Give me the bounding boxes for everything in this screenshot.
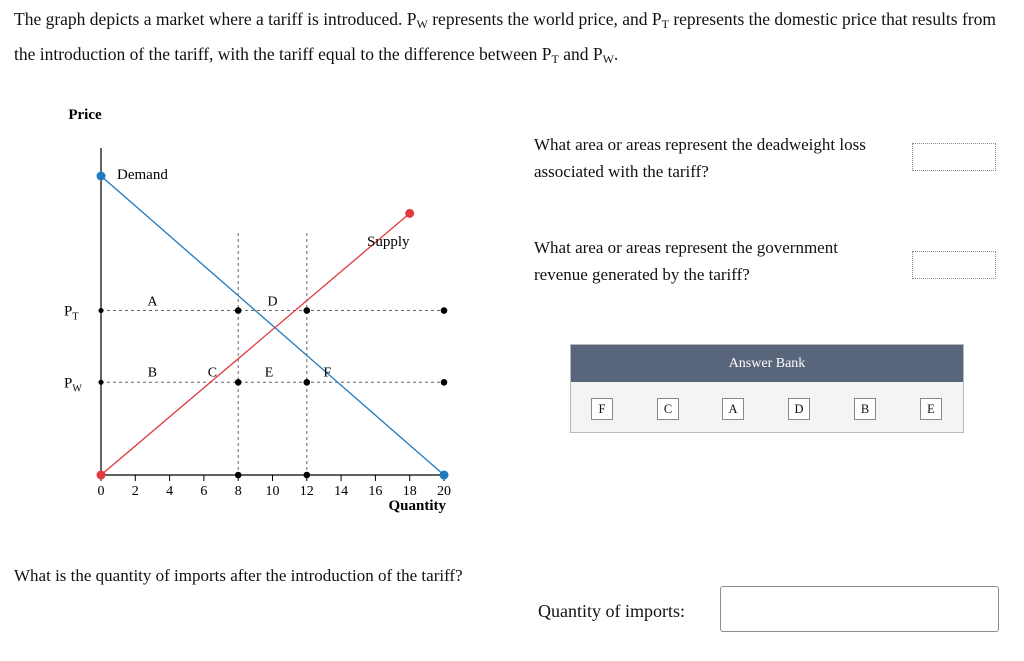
imports-input[interactable] bbox=[720, 586, 999, 632]
supply-endpoint bbox=[405, 209, 414, 218]
x-tick-label: 10 bbox=[265, 484, 280, 499]
key-point bbox=[304, 472, 311, 479]
intro-text: The graph depicts a market where a tariff is introduced. $P_W$ represents the world price, and $P_T$ represents the domestic price that results from the introduction of the tariff, with the tariff equal to the difference between $P_T$ and $P_W$. bbox=[14, 9, 997, 66]
demand-endpoint bbox=[440, 471, 449, 480]
deadweight-answer-box[interactable] bbox=[912, 143, 996, 171]
key-point bbox=[235, 379, 242, 386]
token-d[interactable]: D bbox=[788, 398, 810, 420]
y-axis-title: Price bbox=[68, 107, 102, 123]
x-tick-label: 16 bbox=[368, 484, 383, 499]
x-tick-label: 14 bbox=[334, 484, 349, 499]
x-tick-label: 2 bbox=[131, 484, 139, 499]
area-label-b: B bbox=[147, 365, 158, 381]
supply-curve bbox=[101, 213, 410, 475]
deadweight-question: What area or areas represent the deadweight loss associated with the tariff? bbox=[534, 135, 866, 181]
x-tick-label: 20 bbox=[437, 484, 451, 499]
token-c[interactable]: C bbox=[657, 398, 679, 420]
supply-label: Supply bbox=[367, 234, 410, 250]
supply-demand-chart bbox=[40, 95, 470, 525]
x-tick-label: 0 bbox=[97, 484, 105, 499]
token-a[interactable]: A bbox=[722, 398, 744, 420]
x-tick-label: 4 bbox=[166, 484, 174, 499]
token-f[interactable]: F bbox=[591, 398, 613, 420]
x-tick-label: 18 bbox=[402, 484, 417, 499]
answer-bank-title: Answer Bank bbox=[571, 345, 963, 382]
revenue-answer-box[interactable] bbox=[912, 251, 996, 279]
y-tick-label: $P_W$ bbox=[64, 375, 82, 395]
x-tick-label: 6 bbox=[200, 484, 208, 499]
area-label-f: F bbox=[323, 365, 332, 381]
area-label-e: E bbox=[264, 365, 274, 381]
token-e[interactable]: E bbox=[920, 398, 942, 420]
revenue-question: What area or areas represent the government revenue generated by the tariff? bbox=[534, 238, 838, 284]
area-label-d: D bbox=[267, 294, 278, 310]
y-tick-label: $P_T$ bbox=[64, 303, 79, 323]
key-point bbox=[99, 380, 104, 385]
area-label-c: C bbox=[207, 365, 218, 381]
key-point bbox=[99, 308, 104, 313]
demand-curve bbox=[101, 176, 444, 475]
supply-endpoint bbox=[97, 471, 106, 480]
key-point bbox=[441, 379, 448, 386]
imports-label: Quantity of imports: bbox=[538, 601, 685, 621]
imports-question: What is the quantity of imports after the introduction of the tariff? bbox=[14, 566, 463, 585]
key-point bbox=[304, 307, 311, 314]
token-b[interactable]: B bbox=[854, 398, 876, 420]
key-point bbox=[235, 307, 242, 314]
x-tick-label: 8 bbox=[234, 484, 242, 499]
x-axis-title: Quantity bbox=[388, 498, 446, 514]
x-tick-label: 12 bbox=[299, 484, 314, 499]
demand-label: Demand bbox=[117, 167, 168, 183]
demand-endpoint bbox=[97, 172, 106, 181]
area-label-a: A bbox=[147, 294, 158, 310]
key-point bbox=[304, 379, 311, 386]
answer-bank bbox=[570, 344, 964, 433]
key-point bbox=[441, 307, 448, 314]
key-point bbox=[235, 472, 242, 479]
